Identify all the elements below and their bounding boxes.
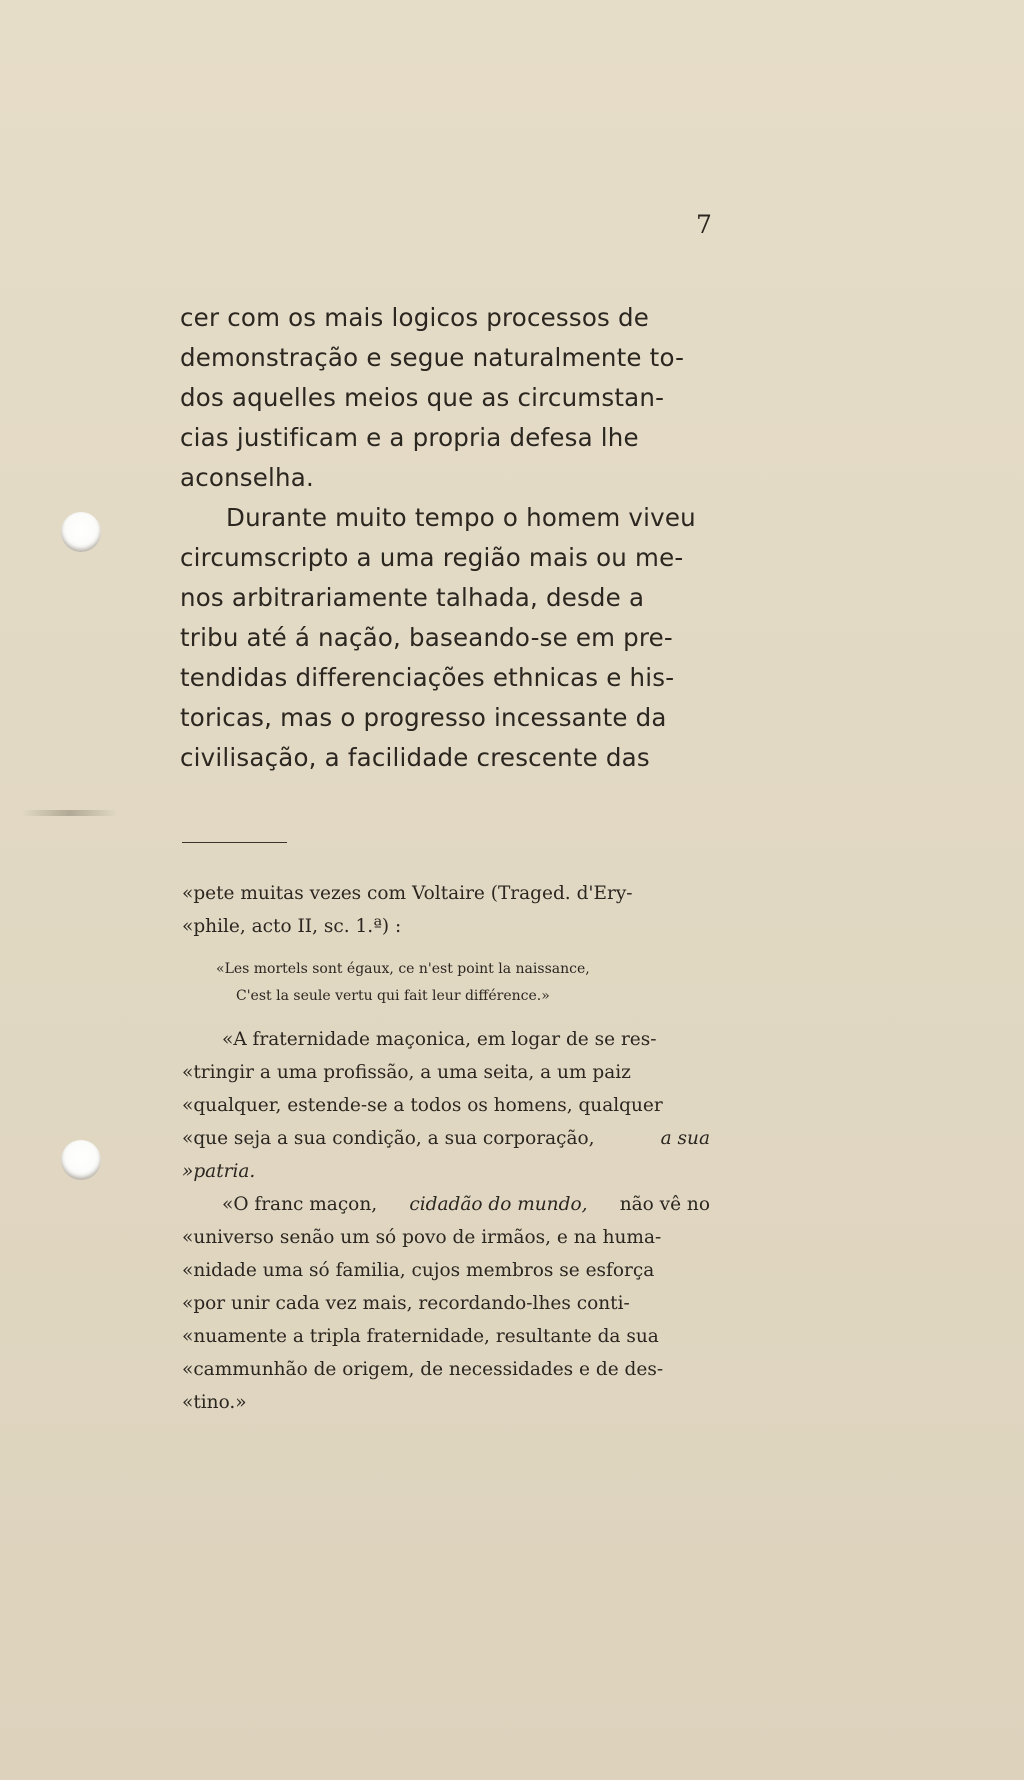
- footnote-divider: [182, 842, 287, 843]
- page-number: 7: [696, 210, 712, 239]
- footnote-line: «qualquer, estende-se a todos os homens, qualquer: [182, 1095, 663, 1116]
- text-line: circumscripto a uma região mais ou me-: [180, 543, 684, 572]
- footnote-line: [182, 1188, 710, 1221]
- footnote-line: «A fraternidade maçonica, em logar de se res-: [222, 1029, 657, 1050]
- footnote-line: «universo senão um só povo de irmãos, e na huma-: [182, 1227, 662, 1248]
- footnote-line: «tringir a uma profissão, a uma seita, a um paiz: [182, 1062, 631, 1083]
- text-line: cer com os mais logicos processos de: [180, 303, 649, 332]
- text-line: nos arbitrariamente talhada, desde a: [180, 583, 645, 612]
- text-line: aconselha.: [180, 463, 314, 492]
- text-line: Durante muito tempo o homem viveu: [226, 503, 696, 532]
- text-line: cias justificam e a propria defesa lhe: [180, 423, 639, 452]
- punch-hole-bottom: [61, 1140, 101, 1180]
- verse-quote: [182, 956, 660, 1010]
- footnote-text: «O franc maçon,: [222, 1194, 378, 1215]
- text-line: tendidas differenciações ethnicas e his-: [180, 663, 675, 692]
- footnote-line: «tino.»: [182, 1392, 247, 1413]
- footnote-italic-text: cidadão do mundo,: [409, 1194, 588, 1215]
- footnote-text: «que seja a sua condição, a sua corporação,: [182, 1128, 595, 1149]
- footnote-line: «nuamente a tripla fraternidade, resultante da sua: [182, 1326, 659, 1347]
- footnote-line: «phile, acto II, sc. 1.ª) :: [182, 916, 402, 937]
- footnote-line: [182, 1155, 710, 1188]
- footnote-line: «cammunhão de origem, de necessidades e de des-: [182, 1359, 664, 1380]
- text-line: demonstração e segue naturalmente to-: [180, 343, 685, 372]
- footnote-text: não vê no: [619, 1194, 710, 1215]
- text-line: tribu até á nação, baseando-se em pre-: [180, 623, 673, 652]
- punch-hole-top: [61, 512, 101, 552]
- quote-line: «Les mortels sont égaux, ce n'est point la naissance,: [216, 961, 590, 977]
- footnote-line: [182, 1122, 710, 1155]
- text-line: civilisação, a facilidade crescente das: [180, 743, 650, 772]
- footnote-line: «nidade uma só familia, cujos membros se esforça: [182, 1260, 655, 1281]
- text-line: dos aquelles meios que as circumstan-: [180, 383, 665, 412]
- footnote-line: «pete muitas vezes com Voltaire (Traged. d'Ery-: [182, 883, 633, 904]
- footnote-italic-text: a sua: [660, 1128, 710, 1149]
- text-line: toricas, mas o progresso incessante da: [180, 703, 667, 732]
- quote-line: C'est la seule vertu qui fait leur différence.»: [236, 988, 550, 1004]
- footnote-italic-text: »patria.: [182, 1161, 256, 1182]
- footnote-line: «por unir cada vez mais, recordando-lhes conti-: [182, 1293, 630, 1314]
- footnote-block: [182, 877, 710, 1419]
- paper-crease: [22, 810, 117, 816]
- main-text-block: [180, 298, 716, 778]
